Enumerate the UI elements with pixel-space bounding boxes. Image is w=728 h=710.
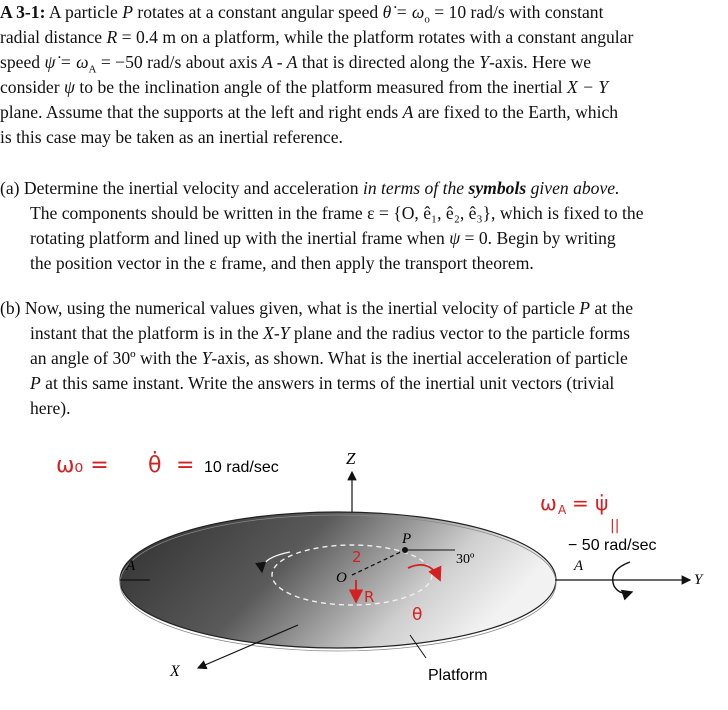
subscript: A <box>88 63 97 76</box>
text: consider <box>0 77 60 97</box>
problem-id: A 3-1: <box>0 2 46 22</box>
problem-line-2 <box>0 25 720 50</box>
symbol-X: X <box>263 323 274 343</box>
axis-rotation-arrow <box>613 562 632 593</box>
text: are fixed to the Earth, which <box>417 102 619 122</box>
label-y: Y <box>694 572 703 588</box>
label-platform: Platform <box>428 667 488 684</box>
symbol-A: A <box>402 102 414 122</box>
problem-line-6 <box>0 125 720 150</box>
text: A particle <box>48 2 118 22</box>
text: speed <box>0 52 41 72</box>
symbol-thetadot: θ̇ = ω <box>382 2 425 22</box>
label-p: P <box>402 531 412 547</box>
symbol-P: P <box>30 373 41 393</box>
hand-eq-psidot: = ψ̇ <box>572 491 609 515</box>
text: the position vector in the ε frame, and then apply the transport theorem. <box>30 253 534 273</box>
part-b-line-1 <box>0 296 720 321</box>
text: = 10 rad/s with constant <box>434 2 604 22</box>
text: -axis. Here we <box>489 52 592 72</box>
text: = 0.4 m on a platform, while the platform rotates with a constant angular <box>121 27 634 47</box>
label-x: X <box>170 663 180 680</box>
symbol-psi: ψ <box>449 228 461 248</box>
symbol-P: P <box>579 298 591 318</box>
text: plane. Assume that the supports at the left and right ends <box>0 102 399 122</box>
omega-o-value: 10 rad/sec <box>204 459 279 476</box>
symbol-P: P <box>122 2 133 22</box>
symbol-psidot: ψ̇ = ω <box>44 52 89 72</box>
text: that is directed along the <box>301 52 475 72</box>
label-a-right: A <box>574 558 584 574</box>
problem-line-5 <box>0 100 720 125</box>
hand-omega-a: ω <box>540 491 557 515</box>
text: at this same instant. Write the answers in terms of the inertial unit vectors (trivial <box>45 373 615 393</box>
text: -axis, as shown. What is the inertial acceleration of particle <box>211 348 628 368</box>
text: to be the inclination angle of the platform measured from the inertial <box>79 77 563 97</box>
part-a-line-2 <box>0 201 720 226</box>
text: radial distance <box>0 27 103 47</box>
text: instant that the platform is in the <box>30 323 259 343</box>
text: The components should be written in the frame <box>30 203 363 223</box>
subscript: o <box>424 13 430 26</box>
text: an angle of 30º with the <box>30 348 198 368</box>
symbol-Y: Y <box>279 323 290 343</box>
hand-r: R <box>364 588 375 606</box>
platform-figure <box>0 430 728 710</box>
hand-thetadot: θ̇ <box>148 453 162 478</box>
text: (a) Determine the inertial velocity and acceleration <box>0 178 359 198</box>
part-b <box>0 296 720 421</box>
label-z: Z <box>346 449 356 468</box>
part-b-line-5 <box>0 396 720 421</box>
text: at the <box>594 298 634 318</box>
hand-theta: θ <box>412 605 423 625</box>
hand-2: 2 <box>352 548 362 566</box>
omega-a-value: − 50 rad/sec <box>568 537 657 554</box>
symbol-R: R <box>106 27 118 47</box>
label-o: O <box>336 570 347 586</box>
symbol-psi: ψ <box>64 77 75 97</box>
part-b-line-2 <box>0 321 720 346</box>
symbol-Y: Y <box>479 52 490 72</box>
text-bold-italic: symbols <box>468 178 527 198</box>
symbol-axis: A - A <box>261 52 298 72</box>
text-italic: given above. <box>530 178 620 198</box>
text: = −50 rad/s about axis <box>100 52 258 72</box>
text: is this case may be taken as an inertial reference. <box>0 127 343 147</box>
part-b-line-3 <box>0 346 720 371</box>
label-a-left: A <box>126 558 136 574</box>
text-italic: in terms of the <box>362 178 465 198</box>
text: (b) Now, using the numerical values given, what is the inertial velocity of particle <box>0 298 575 318</box>
text: rotating platform and lined up with the inertial frame when <box>30 228 445 248</box>
part-a <box>0 176 720 276</box>
text: = 0. Begin by writing <box>464 228 616 248</box>
part-a-line-4 <box>0 251 720 276</box>
part-b-line-4 <box>0 371 720 396</box>
text: here). <box>30 398 71 418</box>
label-30deg: 30º <box>456 552 475 567</box>
symbol-XY: X − Y <box>566 77 609 97</box>
problem-line-4 <box>0 75 720 100</box>
text: rotates at a constant angular speed <box>137 2 379 22</box>
problem-statement <box>0 0 720 150</box>
hand-parallel: || <box>610 518 620 534</box>
text: - <box>273 323 280 343</box>
part-a-line-3 <box>0 226 720 251</box>
problem-line-1 <box>0 0 720 25</box>
text: plane and the radius vector to the particle forms <box>293 323 631 343</box>
hand-omega-o: ω₀ = <box>56 453 109 478</box>
hand-eq: = <box>176 453 195 478</box>
symbol-Y: Y <box>201 348 212 368</box>
frame-symbol: ε = {O, ê₁, ê₂, ê₃}, which is fixed to the <box>367 203 644 223</box>
problem-line-3 <box>0 50 720 75</box>
hand-omega-a-sub: A <box>558 503 567 517</box>
part-a-line-1 <box>0 176 720 201</box>
